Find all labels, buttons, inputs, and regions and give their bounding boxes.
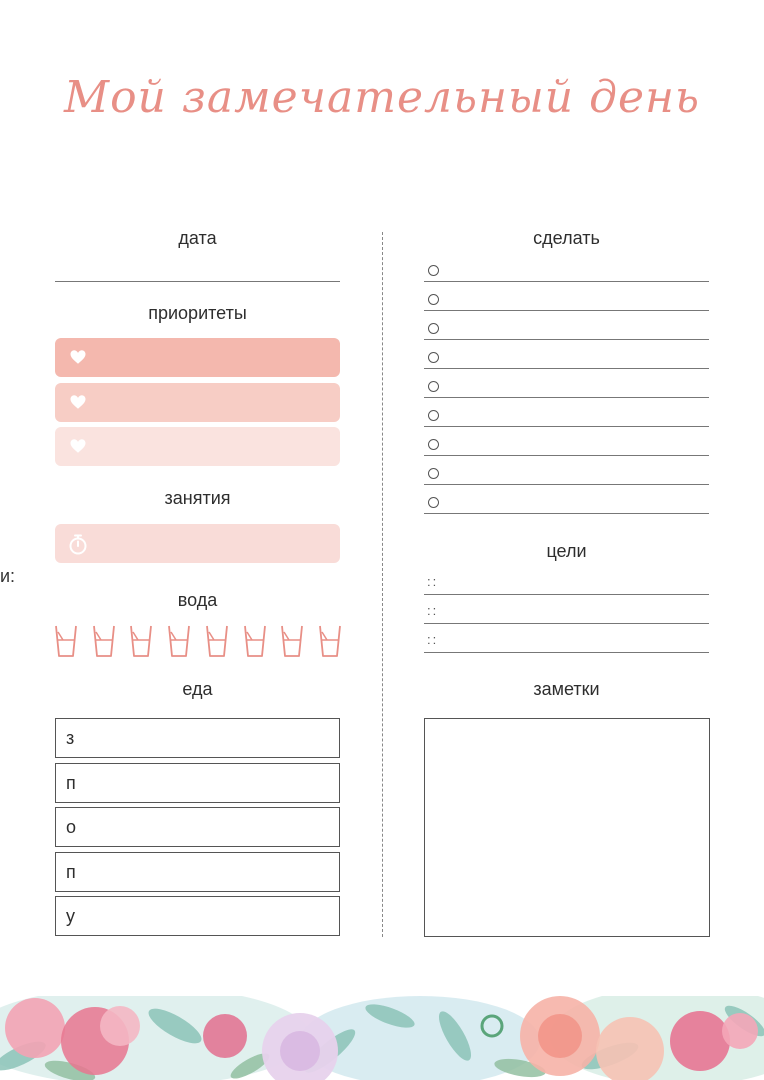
todo-line[interactable] [424, 397, 709, 398]
cut-off-label: и: [0, 566, 16, 586]
water-heading: вода [177, 590, 218, 610]
goal-line[interactable] [424, 623, 709, 624]
water-glass-icon[interactable] [54, 624, 78, 658]
heart-icon [69, 437, 87, 455]
todo-line[interactable] [424, 513, 709, 514]
water-glass-icon[interactable] [280, 624, 304, 658]
todo-line[interactable] [424, 281, 709, 282]
meal-field[interactable] [55, 718, 340, 758]
todo-checkbox[interactable] [428, 294, 439, 305]
column-divider [382, 232, 383, 937]
food-heading: еда [182, 679, 213, 699]
meal-field[interactable] [55, 807, 340, 847]
heart-icon [69, 393, 87, 411]
activity-field[interactable] [55, 524, 340, 563]
goal-bullet: :: [427, 632, 439, 647]
todo-checkbox[interactable] [428, 352, 439, 363]
priorities-heading: приоритеты [148, 303, 247, 323]
todo-checkbox[interactable] [428, 381, 439, 392]
todo-checkbox[interactable] [428, 497, 439, 508]
todo-line[interactable] [424, 455, 709, 456]
floral-border-decoration [0, 996, 764, 1080]
todo-line[interactable] [424, 339, 709, 340]
goal-bullet: :: [427, 603, 439, 618]
meal-field[interactable] [55, 852, 340, 892]
goal-line[interactable] [424, 594, 709, 595]
water-glass-icon[interactable] [92, 624, 116, 658]
meal-field[interactable] [55, 896, 340, 936]
goal-line[interactable] [424, 652, 709, 653]
todo-line[interactable] [424, 426, 709, 427]
goals-heading: цели [546, 541, 587, 561]
todo-heading: сделать [533, 228, 600, 248]
activities-heading: занятия [164, 488, 231, 508]
meal-label: о [66, 817, 77, 837]
priority-field[interactable] [55, 383, 340, 422]
priority-field[interactable] [55, 338, 340, 377]
notes-heading: заметки [533, 679, 600, 699]
meal-label: у [66, 906, 75, 926]
todo-checkbox[interactable] [428, 323, 439, 334]
date-line[interactable] [55, 281, 340, 282]
meal-label: з [66, 728, 75, 748]
stopwatch-icon [68, 533, 88, 555]
todo-checkbox[interactable] [428, 410, 439, 421]
priority-field[interactable] [55, 427, 340, 466]
heart-icon [69, 348, 87, 366]
todo-checkbox[interactable] [428, 468, 439, 479]
water-glass-icon[interactable] [205, 624, 229, 658]
todo-line[interactable] [424, 310, 709, 311]
todo-line[interactable] [424, 484, 709, 485]
todo-checkbox[interactable] [428, 265, 439, 276]
meal-label: п [66, 861, 76, 882]
meal-field[interactable] [55, 763, 340, 803]
water-glass-icon[interactable] [318, 624, 342, 658]
todo-line[interactable] [424, 368, 709, 369]
notes-box[interactable] [424, 718, 710, 937]
water-glass-icon[interactable] [167, 624, 191, 658]
date-heading: дата [178, 228, 217, 248]
water-glass-icon[interactable] [243, 624, 267, 658]
water-glass-icon[interactable] [129, 624, 153, 658]
todo-checkbox[interactable] [428, 439, 439, 450]
page-title: Мой замечательный день [64, 72, 700, 123]
goal-bullet: :: [427, 574, 439, 589]
meal-label: п [66, 772, 76, 793]
